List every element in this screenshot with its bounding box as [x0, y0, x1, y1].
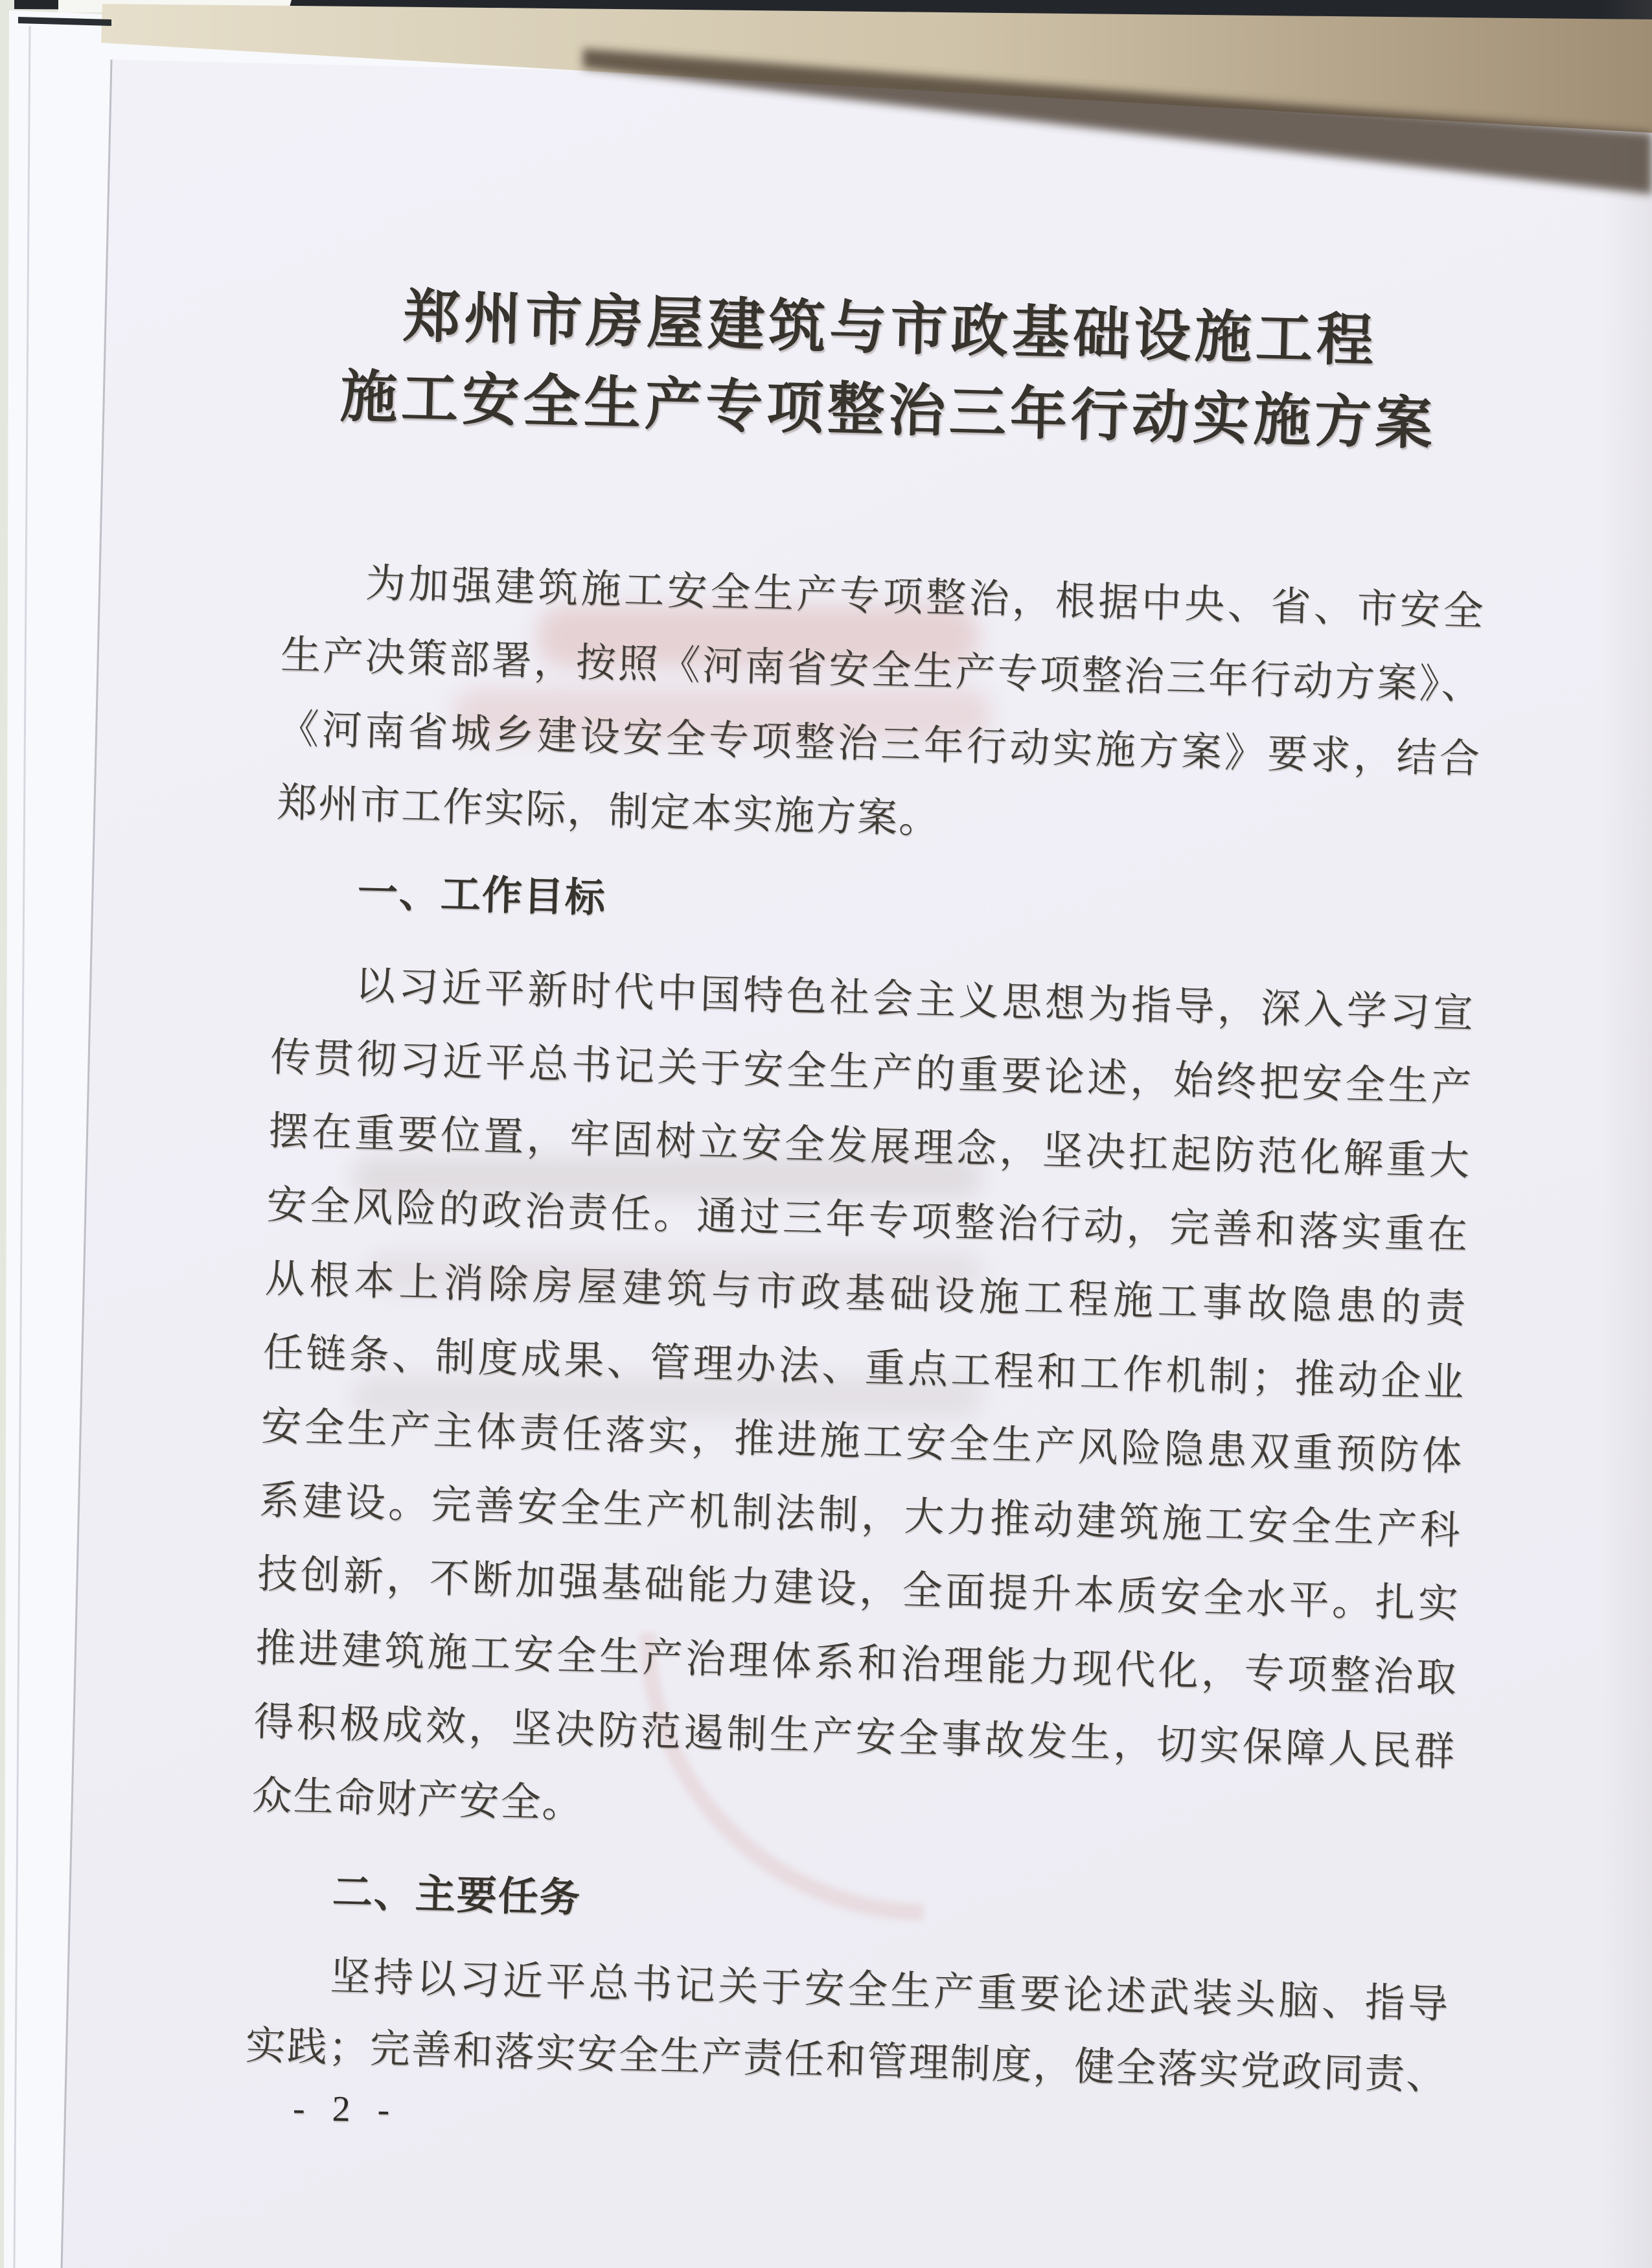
text-line: 推进建筑施工安全生产治理体系和治理能力现代化，专项整治取: [255, 1626, 1458, 1701]
text-line: 郑州市工作实际，制定本实施方案。: [276, 781, 941, 842]
text-line: 得积极成效，坚决防范遏制生产安全事故发生，切实保障人民群: [253, 1700, 1456, 1775]
text-line: 从根本上消除房屋建筑与市政基础设施工程施工事故隐患的责: [264, 1257, 1468, 1332]
text-line: 为加强建筑施工安全生产专项整治，根据中央、省、市安全: [365, 562, 1486, 634]
document-title-line-1: 郑州市房屋建筑与市政基础设施工程: [402, 286, 1379, 374]
document-blocks: [245, 547, 1486, 2113]
text-line: 传贯彻习近平总书记关于安全生产的重要论述，始终把安全生产: [270, 1035, 1473, 1110]
right-edge-shading: [1600, 0, 1652, 2268]
block-intro: [276, 547, 1486, 873]
document-title-line-2: 施工安全生产专项整治三年行动实施方案: [339, 366, 1438, 457]
block-main-tasks: [245, 1940, 1451, 2113]
text-line: 安全风险的政治责任。通过三年专项整治行动，完善和落实重在: [266, 1183, 1470, 1258]
text-line: 技创新，不断加强基础能力建设，全面提升本质安全水平。扎实: [257, 1552, 1460, 1627]
text-line: 生产决策部署，按照《河南省安全生产专项整治三年行动方案》、: [280, 633, 1484, 708]
block-section-1: [274, 856, 1478, 961]
text-line: 二、主要任务: [332, 1870, 582, 1921]
text-line: 安全生产主体责任落实，推进施工安全生产风险隐患双重预防体: [260, 1404, 1464, 1480]
document-text-block: [245, 279, 1493, 2113]
text-line: 摆在重要位置，牢固树立安全发展理念，坚决扛起防范化解重大: [268, 1109, 1471, 1184]
block-work-goals: [251, 950, 1475, 1866]
text-line: 以习近平新时代中国特色社会主义思想为指导，深入学习宣: [354, 963, 1475, 1037]
text-line: 系建设。完善安全生产机制法制，大力推动建筑施工安全生产科: [258, 1478, 1462, 1553]
text-line: 实践；完善和落实安全生产责任和管理制度，健全落实党政同责、: [245, 2024, 1449, 2099]
text-line: 坚持以习近平总书记关于安全生产重要论述武装头脑、指导: [329, 1954, 1450, 2028]
text-line: 《河南省城乡建设安全专项整治三年行动实施方案》要求，结合: [278, 707, 1482, 782]
page-number: - 2 -: [292, 2088, 399, 2131]
text-line: 任链条、制度成果、管理办法、重点工程和工作机制；推动企业: [262, 1331, 1466, 1406]
text-line: 众生命财产安全。: [251, 1774, 584, 1827]
text-line: 一、工作目标: [357, 870, 607, 921]
